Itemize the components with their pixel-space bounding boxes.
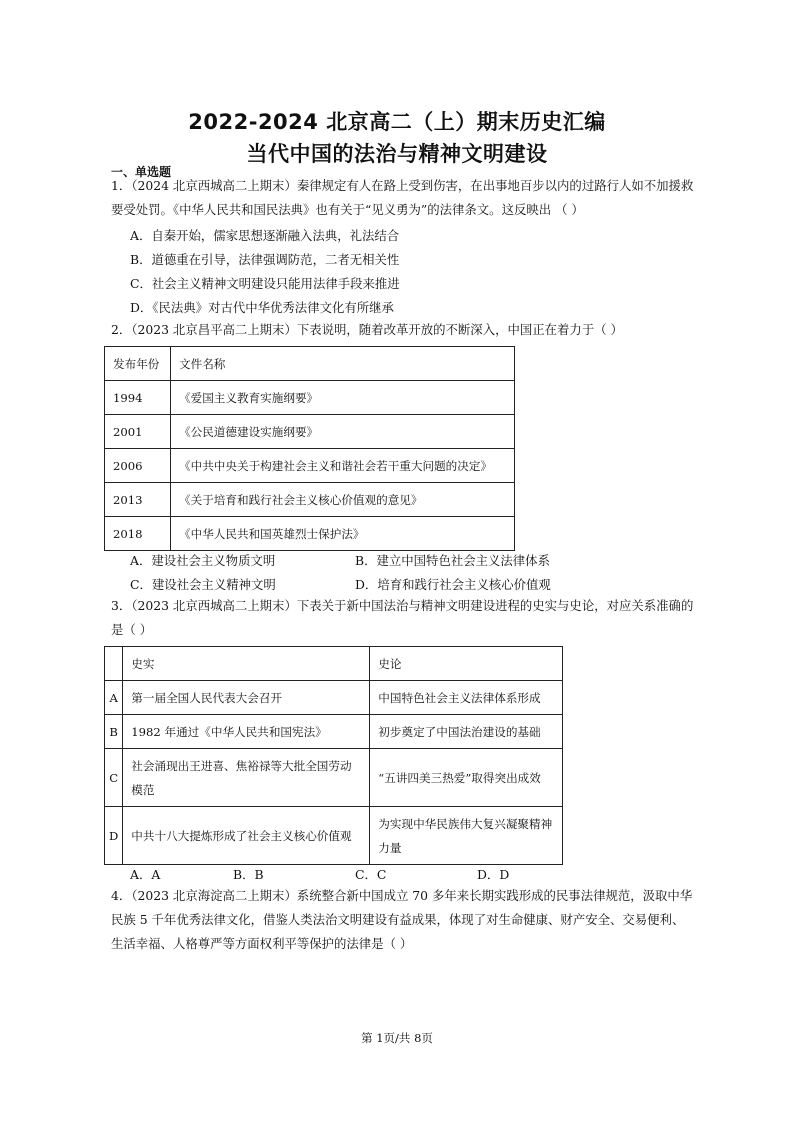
q1-option-a[interactable]: A．自秦开始，儒家思想逐渐融入法典，礼法结合 xyxy=(130,228,400,243)
q2-option-b[interactable]: B．建立中国特色社会主义法律体系 xyxy=(355,553,550,568)
q4-line3: 生活幸福、人格尊严等方面权利平等保护的法律是（ ） xyxy=(111,936,413,951)
table-cell: 《中共中央关于构建社会主义和谐社会若干重大问题的决定》 xyxy=(171,449,515,483)
table-cell: 1994 xyxy=(105,381,171,415)
q4-line2: 民族 5 千年优秀法律文化，借鉴人类法治文明建设有益成果，体现了对生命健康、财产安全、交易便利、 xyxy=(111,912,685,927)
q3-option-c[interactable]: C．C xyxy=(355,867,387,882)
q3-table xyxy=(104,646,563,865)
page-subtitle: 当代中国的法治与精神文明建设 xyxy=(246,142,548,166)
table-cell: “五讲四美三热爱”取得突出成效 xyxy=(370,749,563,807)
q3-option-b[interactable]: B．B xyxy=(233,867,264,882)
table-header-cell: 发布年份 xyxy=(105,347,171,381)
table-row xyxy=(105,415,515,449)
q1-line2: 要受处罚。《中华人民共和国民法典》也有关于“见义勇为”的法律条文。这反映出 （ ） xyxy=(111,202,584,217)
page-number: 第 1页/共 8页 xyxy=(361,1031,433,1045)
table-row xyxy=(105,807,563,865)
table-cell: 2018 xyxy=(105,517,171,551)
table-cell: 2001 xyxy=(105,415,171,449)
table-row xyxy=(105,517,515,551)
table-cell: 2006 xyxy=(105,449,171,483)
table-row xyxy=(105,749,563,807)
table-row xyxy=(105,449,515,483)
table-cell: 中国特色社会主义法律体系形成 xyxy=(370,681,563,715)
table-header-row xyxy=(105,647,563,681)
page-title: 2022-2024 北京高二（上）期末历史汇编 xyxy=(188,110,606,134)
table-header-row xyxy=(105,347,515,381)
q3-line1: 3．（2023 北京西城高二上期末）下表关于新中国法治与精神文明建设进程的史实与史论，对应关系准确的 xyxy=(111,598,694,613)
table-header-cell xyxy=(105,647,123,681)
table-cell: C xyxy=(105,749,123,807)
q2-option-c[interactable]: C．建设社会主义精神文明 xyxy=(130,577,276,592)
q4-line1: 4．（2023 北京海淀高二上期末）系统整合新中国成立 70 多年来长期实践形成的民事法律规范，汲取中华 xyxy=(111,888,693,903)
q3-option-d[interactable]: D．D xyxy=(477,867,510,882)
table-cell: 《爱国主义教育实施纲要》 xyxy=(171,381,515,415)
section-heading: 一、单选题 xyxy=(111,165,172,179)
q3-line2: 是（ ） xyxy=(111,622,153,637)
table-cell: 《公民道德建设实施纲要》 xyxy=(171,415,515,449)
q2-option-d[interactable]: D．培育和践行社会主义核心价值观 xyxy=(355,577,551,592)
table-row xyxy=(105,381,515,415)
table-cell: 社会涌现出王进喜、焦裕禄等大批全国劳动模范 xyxy=(123,749,370,807)
q1-line1: 1．（2024 北京西城高二上期末）秦律规定有人在路上受到伤害，在出事地百步以内的过路行人如不加援救 xyxy=(111,178,694,193)
q1-option-c[interactable]: C．社会主义精神文明建设只能用法律手段来推进 xyxy=(130,276,400,291)
table-header-cell: 史论 xyxy=(370,647,563,681)
q3-option-a[interactable]: A．A xyxy=(130,867,161,882)
table-cell: 《中华人民共和国英雄烈士保护法》 xyxy=(171,517,515,551)
q2-table xyxy=(104,346,515,551)
table-cell: 《关于培育和践行社会主义核心价值观的意见》 xyxy=(171,483,515,517)
table-row xyxy=(105,681,563,715)
table-header-cell: 史实 xyxy=(123,647,370,681)
table-header-cell: 文件名称 xyxy=(171,347,515,381)
q2-option-a[interactable]: A．建设社会主义物质文明 xyxy=(130,553,276,568)
table-cell: A xyxy=(105,681,123,715)
q1-option-d[interactable]: D．《民法典》对古代中华优秀法律文化有所继承 xyxy=(130,300,394,315)
q1-option-b[interactable]: B．道德重在引导，法律强调防范，二者无相关性 xyxy=(130,252,400,267)
table-cell: 中共十八大提炼形成了社会主义核心价值观 xyxy=(123,807,370,865)
table-cell: 2013 xyxy=(105,483,171,517)
table-cell: D xyxy=(105,807,123,865)
table-cell: 1982 年通过《中华人民共和国宪法》 xyxy=(123,715,370,749)
table-cell: B xyxy=(105,715,123,749)
table-row xyxy=(105,483,515,517)
table-row xyxy=(105,715,563,749)
q2-line1: 2．（2023 北京昌平高二上期末）下表说明，随着改革开放的不断深入，中国正在着力于（ ） xyxy=(111,322,623,337)
table-cell: 初步奠定了中国法治建设的基础 xyxy=(370,715,563,749)
table-cell: 为实现中华民族伟大复兴凝聚精神力量 xyxy=(370,807,563,865)
table-cell: 第一届全国人民代表大会召开 xyxy=(123,681,370,715)
